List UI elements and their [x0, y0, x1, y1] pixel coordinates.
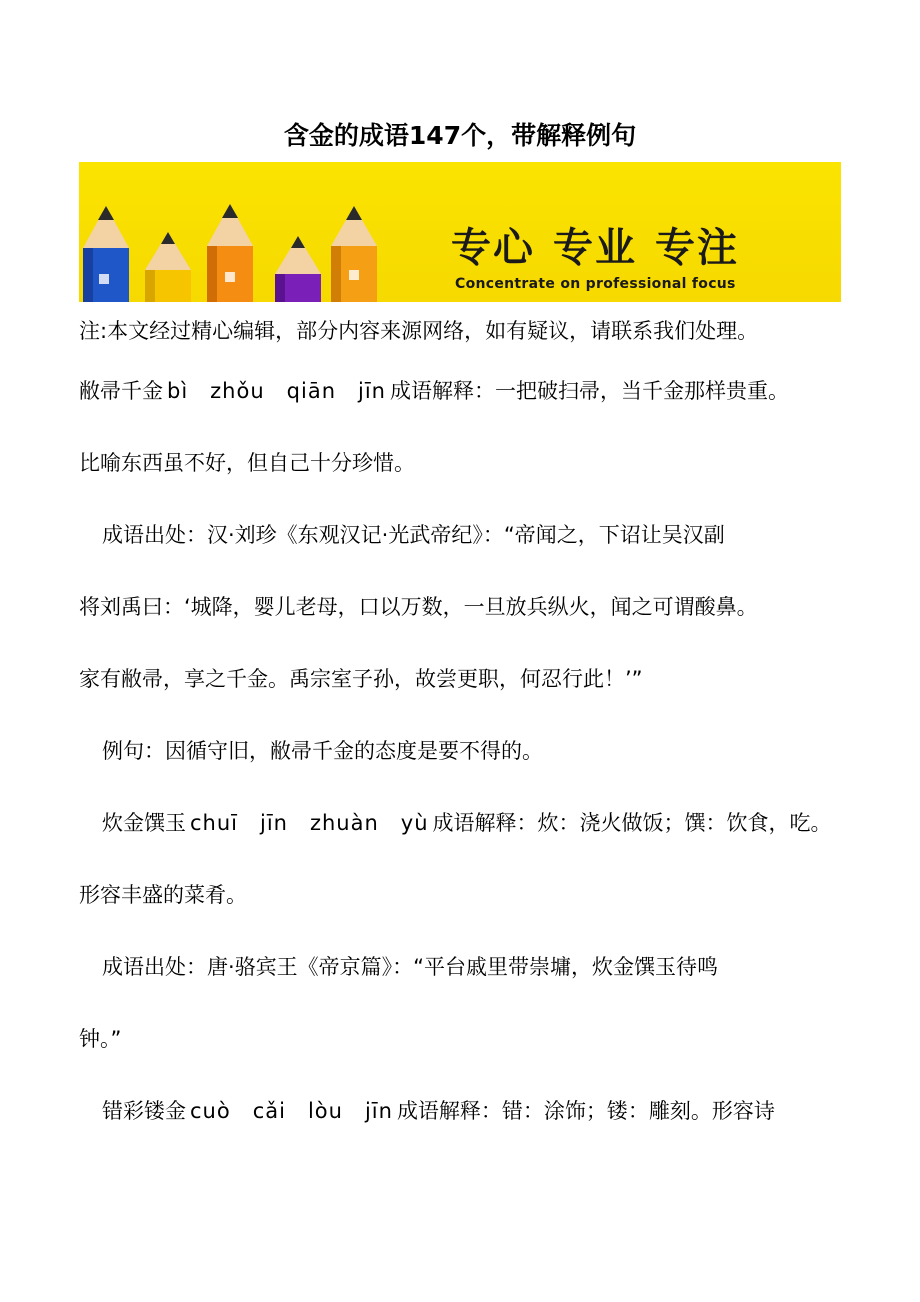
banner-slogan [451, 226, 757, 270]
purple-pencil-icon [275, 236, 321, 302]
idiom-pinyin: cuò cǎi lòu jīn [190, 1099, 393, 1123]
pencils-illustration [79, 162, 409, 302]
slogan-word: 专业 [553, 225, 637, 271]
idiom-headword: 敝帚千金 [79, 379, 163, 403]
yellow-pencil-icon [145, 232, 191, 302]
orange-pencil-icon [331, 206, 377, 302]
idiom-explanation: 成语解释：炊：浇火做饭；馔：饮食，吃。 [432, 811, 832, 835]
document-title: 含金的成语147个，带解释例句 [283, 121, 637, 150]
idiom-headword: 炊金馔玉 [102, 811, 186, 835]
editor-note: 注:本文经过精心编辑，部分内容来源网络，如有疑议，请联系我们处理。 [79, 319, 759, 343]
body-line: 比喻东西虽不好，但自己十分珍惜。 [79, 451, 415, 475]
idiom-entry-line [102, 808, 832, 838]
idiom-explanation: 成语解释：一把破扫帚，当千金那样贵重。 [389, 379, 789, 403]
idiom-headword: 错彩镂金 [102, 1099, 186, 1123]
slogan-word: 专注 [655, 225, 739, 271]
body-line: 家有敝帚，享之千金。禹宗室子孙，故尝更职，何忍行此！’” [79, 667, 643, 691]
body-line: 例句：因循守旧，敝帚千金的态度是要不得的。 [102, 739, 543, 763]
slogan-word: 专心 [451, 225, 535, 271]
body-line: 将刘禹曰：‘城降，婴儿老母，口以万数，一旦放兵纵火，闻之可谓酸鼻。 [79, 595, 758, 619]
idiom-pinyin: chuī jīn zhuàn yù [190, 811, 429, 835]
body-line: 成语出处：唐·骆宾王《帝京篇》：“平台戚里带崇墉，炊金馔玉待鸣 [102, 955, 719, 979]
idiom-explanation: 成语解释：错：涂饰；镂：雕刻。形容诗 [396, 1099, 775, 1123]
banner-slogan-english: Concentrate on professional focus [455, 276, 736, 292]
idiom-pinyin: bì zhǒu qiān jīn [167, 379, 386, 403]
idiom-entry-line [79, 376, 789, 406]
blue-pencil-icon [83, 206, 129, 302]
idiom-entry-line [102, 1096, 775, 1126]
body-line: 钟。” [79, 1027, 122, 1051]
banner [79, 162, 841, 302]
orange-pencil-icon [207, 204, 253, 302]
body-line: 成语出处：汉·刘珍《东观汉记·光武帝纪》：“帝闻之，下诏让吴汉副 [102, 523, 725, 547]
body-line: 形容丰盛的菜肴。 [79, 883, 247, 907]
